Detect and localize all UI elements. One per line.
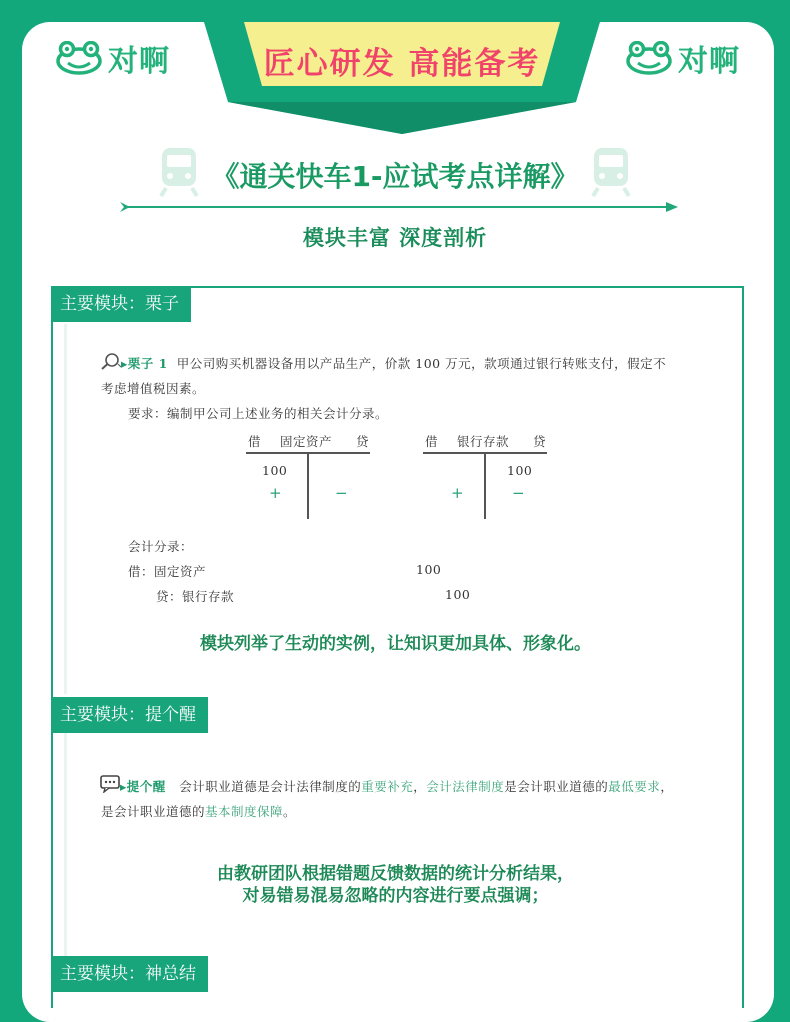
frog-icon <box>626 41 672 75</box>
t-account-plus: + <box>269 484 282 502</box>
reminder-line1 <box>120 777 673 795</box>
side-stripe <box>64 730 67 960</box>
arrow-marker-icon: ▸ <box>120 779 127 794</box>
t-account-plus: + <box>451 484 464 502</box>
reminder-text: 是会计职业道德的 <box>504 779 609 794</box>
reminder-text: ， <box>660 779 674 794</box>
module-tag-reminder: 主要模块：提个醒 <box>51 697 208 733</box>
arrow-marker-icon: ▸ <box>121 356 128 371</box>
entry-credit-amount: 100 <box>445 587 471 602</box>
reminder-text: 。 <box>283 804 297 819</box>
logo-left <box>56 36 170 80</box>
example-note: 模块列举了生动的实例，让知识更加具体、形象化。 <box>200 634 591 654</box>
page-subtitle: 模块丰富 深度剖析 <box>302 226 488 250</box>
reminder-highlight: 会计法律制度 <box>426 779 505 794</box>
logo-text: 对啊 <box>678 44 740 79</box>
t-account-vline <box>484 453 486 519</box>
reminder-note-line2: 对易错易混易忽略的内容进行要点强调； <box>242 886 549 906</box>
logo-right <box>626 36 740 80</box>
example-tag: 栗子 1 <box>127 356 168 371</box>
example-line2: 考虑增值税因素。 <box>101 381 206 396</box>
reminder-text: ， <box>413 779 427 794</box>
t-account-credit-label: 贷 <box>356 434 370 449</box>
module-tag-example: 主要模块：栗子 <box>51 286 191 322</box>
entry-debit-amount: 100 <box>416 562 442 577</box>
t-account-minus: − <box>512 484 525 502</box>
module-tag-summary: 主要模块：神总结 <box>51 956 208 992</box>
t-account-fixed-assets <box>246 432 370 524</box>
example-paragraph <box>121 354 666 372</box>
reminder-highlight: 最低要求 <box>608 779 661 794</box>
reminder-note-line1: 由教研团队根据错题反馈数据的统计分析结果， <box>217 864 574 884</box>
t-account-debit-value: 100 <box>262 463 288 478</box>
example-requirement: 要求：编制甲公司上述业务的相关会计分录。 <box>128 406 389 421</box>
chat-bubble-icon <box>100 775 120 793</box>
reminder-line2 <box>101 802 296 820</box>
magnifier-icon <box>100 352 122 370</box>
t-account-name: 固定资产 <box>280 434 333 449</box>
arrow-divider <box>118 199 680 215</box>
page-title: 《通关快车1-应试考点详解》 <box>211 160 579 193</box>
banner-slogan: 匠心研发 高能备考 <box>263 46 541 82</box>
t-account-minus: − <box>335 484 348 502</box>
entry-debit: 借：固定资产 <box>128 564 207 579</box>
frog-icon <box>56 41 102 75</box>
reminder-text: 是会计职业道德的 <box>101 804 206 819</box>
entry-title: 会计分录： <box>128 539 194 554</box>
t-account-debit-label: 借 <box>248 434 262 449</box>
entry-credit: 贷：银行存款 <box>156 589 235 604</box>
reminder-highlight: 基本制度保障 <box>205 804 284 819</box>
t-account-vline <box>307 453 309 519</box>
t-account-name: 银行存款 <box>457 434 510 449</box>
logo-text: 对啊 <box>108 44 170 79</box>
t-account-debit-label: 借 <box>425 434 439 449</box>
reminder-highlight: 重要补充 <box>361 779 414 794</box>
t-account-credit-label: 贷 <box>533 434 547 449</box>
reminder-tag: 提个醒 <box>126 779 166 794</box>
reminder-text: 会计职业道德是会计法律制度的 <box>179 779 362 794</box>
t-account-credit-value: 100 <box>507 463 533 478</box>
t-account-bank-deposit <box>423 432 547 524</box>
example-line1: 甲公司购买机器设备用以产品生产，价款 100 万元，款项通过银行转账支付，假定不 <box>176 356 667 371</box>
